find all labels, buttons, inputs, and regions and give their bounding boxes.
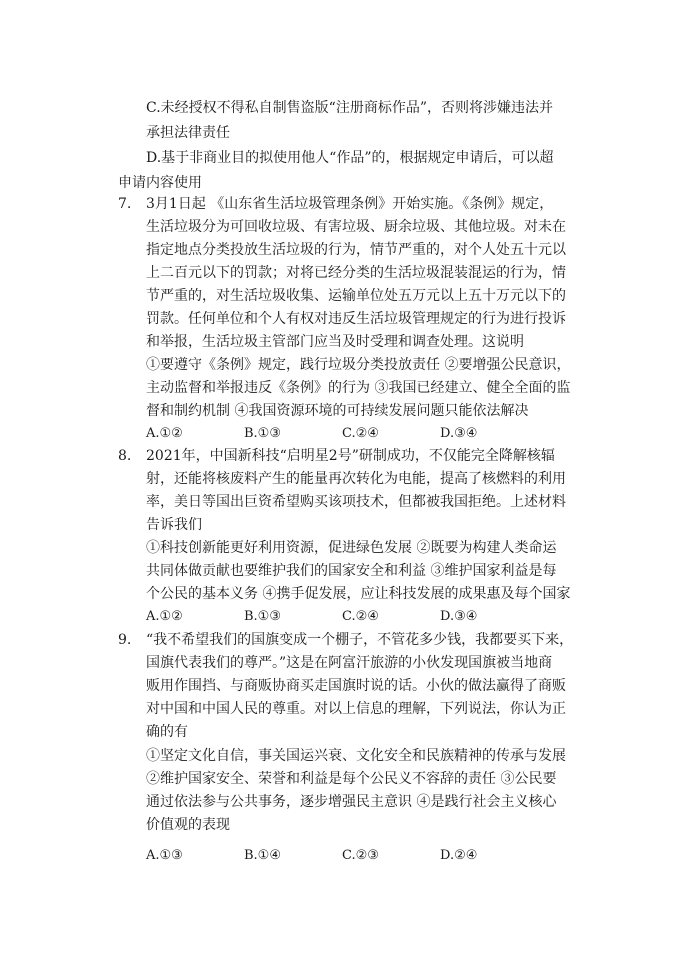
question-9-item-line: ②维护国家安全、荣誉和利益是每个公民义不容辞的责任 ③公民要: [146, 771, 557, 787]
q6-option-d-line-1: D.基于非商业目的拟使用他人“作品”的，根据规定申请后，可以超: [146, 150, 554, 166]
question-9-choice-d: D.②④: [440, 848, 478, 863]
question-9-choice-a: A.①③: [146, 848, 183, 863]
question-9-item-line: 通过依法参与公共事务，逐步增强民主意识 ④是践行社会主义核心: [146, 794, 557, 810]
question-7-choice-c: C.②④: [342, 426, 379, 441]
question-8-stem-line: 射，还能将核废料产生的能量再次转化为电能，提高了核燃料的利用: [146, 471, 566, 487]
question-7-stem-line: 3月1日起 《山东省生活垃圾管理条例》开始实施。《条例》规定，: [146, 196, 554, 212]
question-9-number: 9.: [118, 632, 132, 648]
question-7-choice-a: A.①②: [146, 426, 183, 441]
question-7-stem-line: 罚款。任何单位和个人有权对违反生活垃圾管理规定的行为进行投诉: [146, 311, 566, 327]
question-9-choice-c: C.②③: [342, 848, 379, 863]
question-8-item-line: 个公民的基本义务 ④携手促发展，应让科技发展的成果惠及每个国家: [146, 586, 571, 602]
question-9-choice-b: B.①④: [244, 848, 281, 863]
question-8-item-line: 共同体做贡献也要维护我们的国家安全和利益 ③维护国家利益是每: [146, 563, 557, 579]
question-7-stem-line: 上二百元以下的罚款；对将已经分类的生活垃圾混装混运的行为，情: [146, 265, 566, 281]
question-7-number: 7.: [118, 196, 132, 212]
q6-option-c-line-2: 承担法律责任: [146, 125, 230, 141]
question-7-stem-line: 和举报，生活垃圾主管部门应当及时受理和调查处理。这说明: [146, 334, 524, 350]
question-8-choice-d: D.③④: [440, 609, 478, 624]
question-8-number: 8.: [118, 448, 132, 464]
question-7-item-line: 主动监督和举报违反《条例》的行为 ③我国已经建立、健全全面的监: [146, 380, 571, 396]
question-8-stem-line: 告诉我们: [146, 517, 202, 533]
question-9-stem-line: 确的有: [146, 724, 188, 740]
question-8-item-line: ①科技创新能更好利用资源，促进绿色发展 ②既要为构建人类命运: [146, 540, 557, 556]
question-7-choice-d: D.③④: [440, 426, 478, 441]
question-8-stem-line: 率，美日等国出巨资希望购买该项技术，但都被我国拒绝。上述材料: [146, 494, 566, 510]
question-9-stem-line: “我不希望我们的国旗变成一个棚子，不管花多少钱，我都要买下来，: [146, 632, 574, 648]
question-7-stem-line: 节严重的，对生活垃圾收集、运输单位处五万元以上五十万元以下的: [146, 288, 566, 304]
question-7-choice-b: B.①③: [244, 426, 281, 441]
q6-option-c-line-1: C.未经授权不得私自制售盗版“注册商标作品”，否则将涉嫌违法并: [146, 100, 553, 116]
question-7-stem-line: 指定地点分类投放生活垃圾的行为，情节严重的，对个人处五十元以: [146, 242, 566, 258]
question-9-stem-line: 对中国和中国人民的尊重。对以上信息的理解，下列说法，你认为正: [146, 701, 566, 717]
question-8-stem-line: 2021年，中国新科技“启明星2号”研制成功，不仅能完全降解核辐: [146, 448, 555, 464]
question-7-item-line: ①要遵守《条例》规定，践行垃圾分类投放责任 ②要增强公民意识，: [146, 357, 571, 373]
question-7-stem-line: 生活垃圾分为可回收垃圾、有害垃圾、厨余垃圾、其他垃圾。对未在: [146, 219, 566, 235]
question-9-item-line: ①坚定文化自信，事关国运兴衰、文化安全和民族精神的传承与发展: [146, 748, 566, 764]
question-9-item-line: 价值观的表现: [146, 817, 230, 833]
question-8-choice-b: B.①③: [244, 609, 281, 624]
question-7-item-line: 督和制约机制 ④我国资源环境的可持续发展问题只能依法解决: [146, 403, 529, 419]
question-8-choice-c: C.②④: [342, 609, 379, 624]
question-9-stem-line: 贩用作围挡、与商贩协商买走国旗时说的话。小伙的做法赢得了商贩: [146, 678, 566, 694]
q6-option-d-line-2: 申请内容使用: [118, 175, 202, 191]
question-8-choice-a: A.①②: [146, 609, 183, 624]
question-9-stem-line: 国旗代表我们的尊严。”这是在阿富汗旅游的小伙发现国旗被当地商: [146, 655, 553, 671]
